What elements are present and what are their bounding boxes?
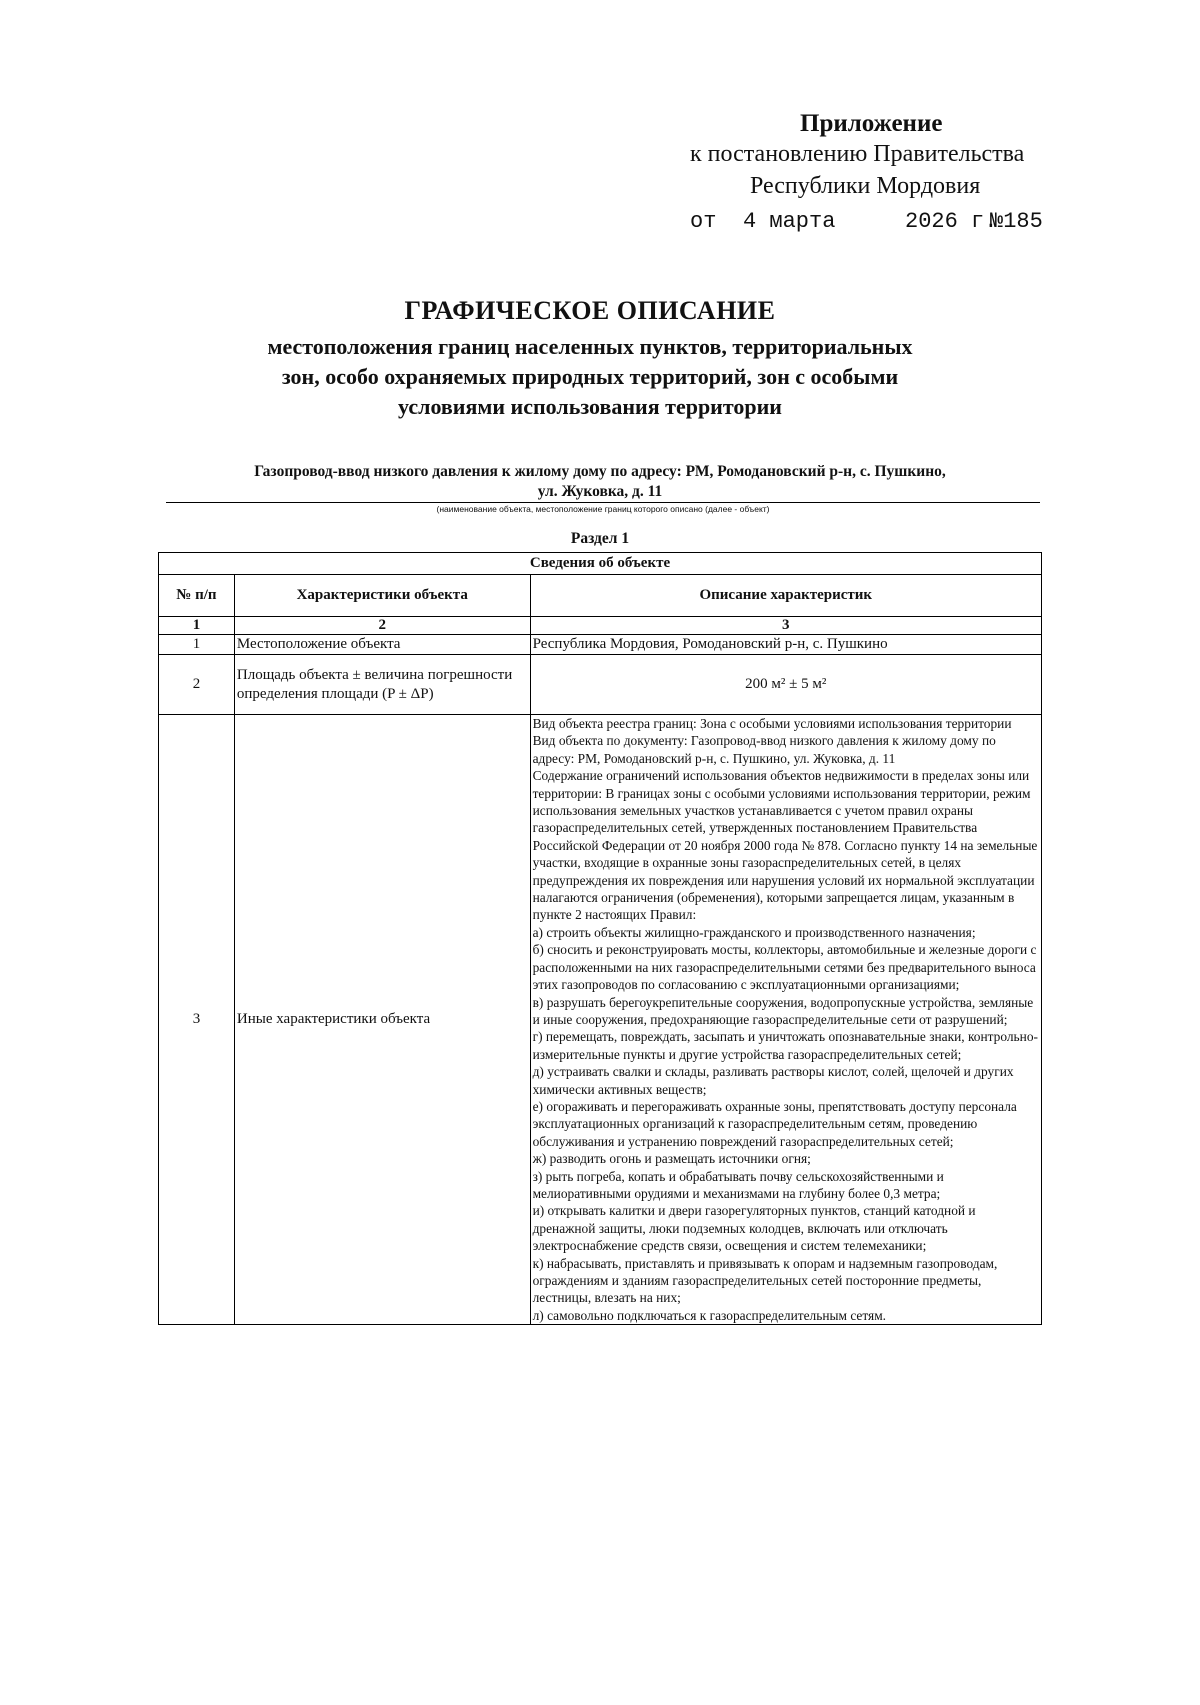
appendix-date-line bbox=[680, 202, 1100, 236]
row-characteristic: Иные характеристики объекта bbox=[234, 715, 530, 1325]
table-row bbox=[159, 715, 1042, 1325]
appendix-line-2: Республики Мордовия bbox=[750, 173, 981, 199]
document-heading bbox=[160, 296, 1020, 422]
row-characteristic: Местоположение объекта bbox=[234, 635, 530, 655]
appendix-block bbox=[680, 110, 1100, 236]
subtitle-line-2: зон, особо охраняемых природных территорий, зон с особыми bbox=[281, 364, 899, 389]
row-number: 2 bbox=[159, 655, 235, 715]
object-name-line-1: Газопровод-ввод низкого давления к жилому дому по адресу: РМ, Ромодановский р-н, с. Пушкино, bbox=[254, 463, 946, 480]
subtitle-line-3: условиями использования территории bbox=[398, 394, 782, 419]
table-row bbox=[159, 655, 1042, 715]
date-value: 4 марта bbox=[743, 209, 836, 234]
row-description bbox=[530, 715, 1041, 1325]
row-description: Республика Мордовия, Ромодановский р-н, с. Пушкино bbox=[530, 635, 1041, 655]
object-caption: (наименование объекта, местоположение границ которого описано (далее - объект) bbox=[436, 504, 770, 514]
restriction-item: в) разрушать берегоукрепительные сооружения, водопропускные устройства, земляные и иные сооружения, предохраняющие газораспределительные сети от разрушений; bbox=[532, 994, 1034, 1027]
column-number-3: 3 bbox=[530, 617, 1041, 635]
restriction-item: и) открывать калитки и двери газорегуляторных пунктов, станций катодной и дренажной защиты, люки подземных колодцев, включать или отключать электроснабжение средств связи, освещения и систем телемеханики; bbox=[532, 1203, 976, 1254]
header-number: № п/п bbox=[159, 575, 235, 617]
date-year: 2026 г. bbox=[905, 209, 998, 234]
object-name bbox=[160, 462, 1040, 502]
restriction-item: ж) разводить огонь и размещать источники огня; bbox=[532, 1151, 811, 1167]
restriction-item: д) устраивать свалки и склады, разливать растворы кислот, солей, щелочей и других химически активных веществ; bbox=[532, 1064, 1014, 1097]
restriction-item: к) набрасывать, приставлять и привязывать к опорам и надземным газопроводам, ограждениям и зданиям газораспределительных сетей посторонние предметы, лестницы, влезать на них; bbox=[532, 1255, 998, 1306]
table-title: Сведения об объекте bbox=[159, 553, 1042, 575]
restriction-item: з) рыть погреба, копать и обрабатывать почву сельскохозяйственными и мелиоративными орудиями и механизмами на глубину более 0,3 метра; bbox=[532, 1168, 944, 1201]
document-number: №185 bbox=[990, 209, 1043, 234]
appendix-title: Приложение bbox=[800, 110, 943, 137]
description-paragraph: Вид объекта реестра границ: Зона с особыми условиями использования территории bbox=[532, 716, 1012, 731]
row-characteristic: Площадь объекта ± величина погрешности определения площади (P ± ΔP) bbox=[234, 655, 530, 715]
column-number-1: 1 bbox=[159, 617, 235, 635]
row-number: 3 bbox=[159, 715, 235, 1325]
section-title: Раздел 1 bbox=[570, 530, 630, 547]
object-name-line-2: ул. Жуковка, д. 11 bbox=[537, 483, 663, 500]
appendix-line-1: к постановлению Правительства bbox=[690, 141, 1025, 167]
object-name-underline bbox=[166, 502, 1040, 503]
object-info-table bbox=[158, 552, 1042, 1325]
description-paragraph: Содержание ограничений использования объектов недвижимости в пределах зоны или территории: В границах зоны с особыми условиями использования территории, режим использования земельных участков устанавливается с учетом правил охраны газораспределительных сетей, утвержденных постановлением Правительства Российской Федерации от 20 ноября 2000 года № 878. Согласно пункту 14 на земельные участки, входящие в охранные зоны газораспределительных сетей, в целях предупреждения их повреждения или нарушения условий их нормальной эксплуатации налагаются ограничения (обременения), которыми запрещается лицам, указанным в пункте 2 настоящих Правил: bbox=[532, 768, 1038, 923]
header-characteristic: Характеристики объекта bbox=[234, 575, 530, 617]
table-row bbox=[159, 635, 1042, 655]
header-description: Описание характеристик bbox=[530, 575, 1041, 617]
subtitle-line-1: местоположения границ населенных пунктов, территориальных bbox=[267, 334, 913, 359]
restriction-item: а) строить объекты жилищно-гражданского и производственного назначения; bbox=[532, 924, 976, 940]
row-description: 200 м² ± 5 м² bbox=[530, 655, 1041, 715]
description-paragraph: Вид объекта по документу: Газопровод-ввод низкого давления к жилому дому по адресу: РМ, Ромодановский р-н, с. Пушкино, ул. Жуковка, д. 11 bbox=[532, 733, 996, 766]
restriction-item: г) перемещать, повреждать, засыпать и уничтожать опознавательные знаки, контрольно-измерительные пункты и другие устройства газораспределительных сетей; bbox=[532, 1029, 1038, 1062]
row-number: 1 bbox=[159, 635, 235, 655]
document-title: ГРАФИЧЕСКОЕ ОПИСАНИЕ bbox=[404, 296, 776, 325]
date-prefix: от bbox=[690, 209, 717, 234]
column-number-2: 2 bbox=[234, 617, 530, 635]
restriction-item: б) сносить и реконструировать мосты, коллекторы, автомобильные и железные дороги с расположенными на них газораспределительными сетями без предварительного выноса этих газопроводов по согласованию с эксплуатационными организациями; bbox=[532, 942, 1037, 993]
restriction-item: е) огораживать и перегораживать охранные зоны, препятствовать доступу персонала эксплуатационных организаций к газораспределительным сетям, проведению обслуживания и устранению повреждений газораспределительных сетей; bbox=[532, 1098, 1017, 1149]
restriction-item: л) самовольно подключаться к газораспределительным сетям. bbox=[532, 1307, 887, 1323]
